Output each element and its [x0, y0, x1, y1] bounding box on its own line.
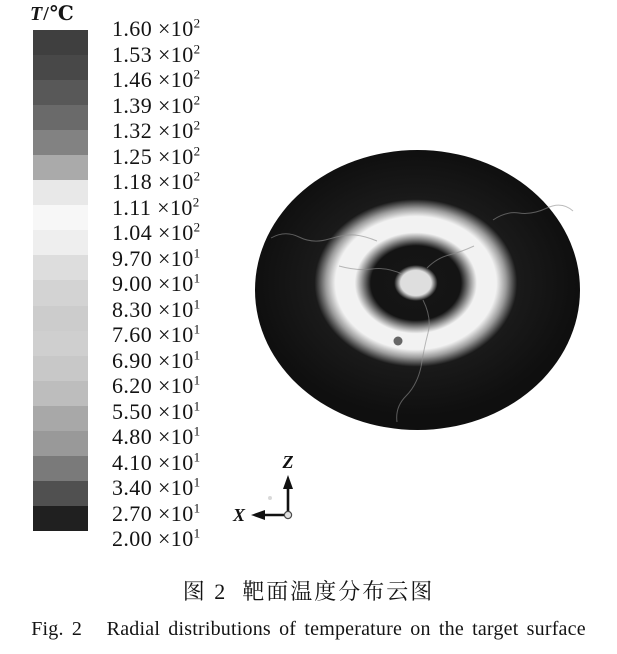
colorbar-band	[33, 280, 88, 305]
colorbar-title	[30, 1, 75, 26]
colorbar-band	[33, 431, 88, 456]
colorbar-tick-label: $6.90 \times 10^1$	[112, 347, 201, 373]
colorbar-band	[33, 80, 88, 105]
colorbar-tick-label: $8.30 \times 10^1$	[112, 296, 201, 322]
colorbar-tick-label: $2.00 \times 10^1$	[112, 525, 201, 551]
colorbar-band	[33, 30, 88, 55]
colorbar-band	[33, 55, 88, 80]
colorbar-bands	[33, 30, 88, 531]
colorbar-tick-label: $1.25 \times 10^2$	[112, 143, 201, 169]
colorbar-tick-label: $1.11 \times 10^2$	[112, 194, 200, 220]
colorbar-tick-label: $1.32 \times 10^2$	[112, 117, 201, 143]
colorbar-tick-label: $9.00 \times 10^1$	[112, 270, 201, 296]
colorbar-tick-label: $2.70 \times 10^1$	[112, 500, 201, 526]
colorbar-title-symbol: T	[30, 3, 44, 25]
colorbar-band	[33, 406, 88, 431]
colorbar-band	[33, 105, 88, 130]
axis-triad	[225, 450, 320, 528]
z-axis-label: Z	[282, 452, 294, 472]
colorbar-tick-label: $1.18 \times 10^2$	[112, 168, 201, 194]
colorbar-band	[33, 255, 88, 280]
colorbar-band	[33, 306, 88, 331]
colorbar-band	[33, 381, 88, 406]
z-axis-arrowhead-icon	[283, 475, 293, 489]
colorbar-band	[33, 180, 88, 205]
colorbar-band	[33, 481, 88, 506]
noise-speck	[268, 496, 272, 500]
colorbar-title-unit: /℃	[43, 3, 75, 25]
colorbar-tick-label: $9.70 \times 10^1$	[112, 245, 201, 271]
x-axis-arrowhead-icon	[251, 510, 265, 520]
caption-chinese: 图 2 靶面温度分布云图	[182, 579, 435, 604]
colorbar-tick-label: $5.50 \times 10^1$	[112, 398, 201, 424]
colorbar-tick-label: $4.80 \times 10^1$	[112, 423, 201, 449]
colorbar-tick-label: $7.60 \times 10^1$	[112, 321, 201, 347]
colorbar-tick-label: $1.39 \times 10^2$	[112, 92, 201, 118]
colorbar-tick-label: $4.10 \times 10^1$	[112, 449, 201, 475]
colorbar-band	[33, 331, 88, 356]
colorbar-tick-label: $3.40 \times 10^1$	[112, 474, 201, 500]
colorbar-band	[33, 130, 88, 155]
colorbar-tick-label: $1.04 \times 10^2$	[112, 219, 201, 245]
colorbar-tick-label: $6.20 \times 10^1$	[112, 372, 201, 398]
colorbar-band	[33, 155, 88, 180]
colorbar-labels	[112, 16, 201, 552]
colorbar-tick-label: $1.60 \times 10^2$	[112, 15, 201, 41]
colorbar-band	[33, 205, 88, 230]
colorbar-band	[33, 506, 88, 531]
colorbar-band	[33, 356, 88, 381]
colorbar-tick-label: $1.53 \times 10^2$	[112, 41, 201, 67]
axis-origin-marker	[284, 511, 291, 518]
x-axis-label: X	[232, 505, 246, 525]
colorbar-band	[33, 230, 88, 255]
colorbar-tick-label: $1.46 \times 10^2$	[112, 66, 201, 92]
colorbar-band	[33, 456, 88, 481]
caption-english: Fig. 2 Radial distributions of temperature on the target surface	[31, 618, 586, 640]
contour-disk	[255, 150, 580, 430]
